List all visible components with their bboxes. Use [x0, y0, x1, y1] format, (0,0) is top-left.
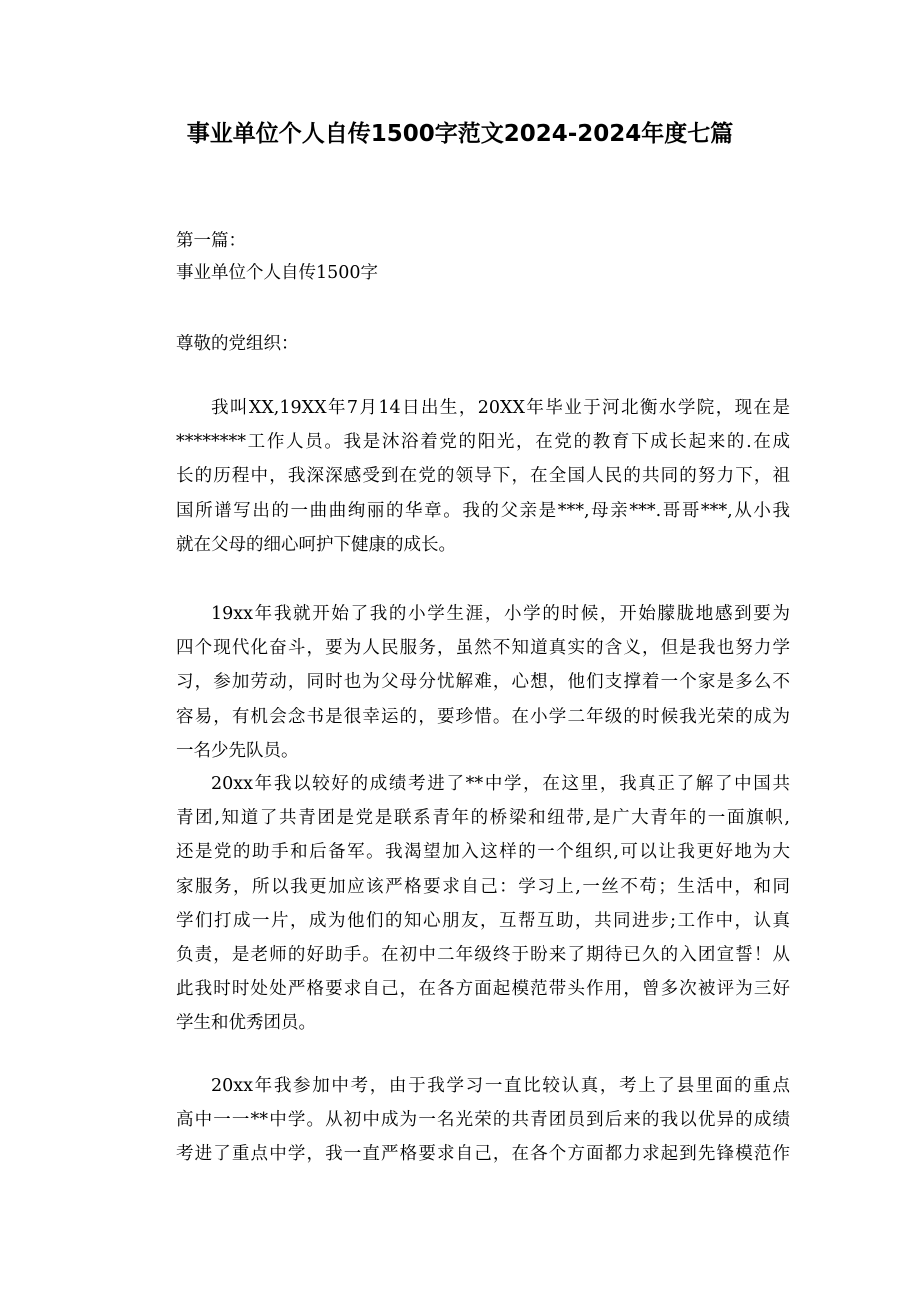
- section-title: 事业单位个人自传1500字: [176, 263, 379, 283]
- paragraph-line: 长的历程中，我深深感受到在党的领导下，在全国人民的共同的努力下，祖: [176, 466, 790, 487]
- paragraph-1: [176, 391, 790, 562]
- paragraph-line: 国所谱写出的一曲曲绚丽的华章。我的父亲是***,母亲***.哥哥***,从小我: [176, 500, 790, 521]
- paragraph-line: 19xx年我就开始了我的小学生涯，小学的时候，开始朦胧地感到要为: [211, 604, 790, 624]
- paragraph-line: 就在父母的细心呵护下健康的成长。: [176, 534, 456, 555]
- paragraph-line: 学生和优秀团员。: [176, 1013, 316, 1034]
- paragraph-line: 青团,知道了共青团是党是联系青年的桥梁和纽带,是广大青年的一面旗帜,: [176, 808, 790, 829]
- paragraph-line: 20xx年我以较好的成绩考进了**中学，在这里，我真正了解了中国共: [211, 774, 790, 794]
- paragraph-line: 四个现代化奋斗，要为人民服务，虽然不知道真实的含义，但是我也努力学: [176, 638, 790, 659]
- paragraph-4: [176, 1069, 790, 1172]
- salutation: 尊敬的党组织：: [176, 334, 299, 354]
- paragraph-line: 考进了重点中学，我一直严格要求自己，在各个方面都力求起到先锋模范作: [176, 1144, 790, 1165]
- paragraph-line: 家服务，所以我更加应该严格要求自己：学习上,一丝不苟；生活中，和同: [176, 876, 790, 897]
- paragraph-line: 我叫XX,19XX年7月14日出生，20XX年毕业于河北衡水学院，现在是: [211, 398, 790, 418]
- paragraph-line: 学们打成一片，成为他们的知心朋友，互帮互助，共同进步;工作中，认真: [176, 910, 790, 931]
- section-label: 第一篇：: [176, 231, 246, 251]
- document-title: 事业单位个人自传1500字范文2024-2024年度七篇: [186, 121, 734, 147]
- paragraph-2: [176, 597, 790, 768]
- paragraph-line: 习，参加劳动，同时也为父母分忧解难，心想，他们支撑着一个家是多么不: [176, 672, 790, 693]
- paragraph-line: 高中一一**中学。从初中成为一名光荣的共青团员到后来的我以优异的成绩: [176, 1110, 790, 1131]
- paragraph-line: 容易，有机会念书是很幸运的，要珍惜。在小学二年级的时候我光荣的成为: [176, 706, 790, 727]
- paragraph-line: 还是党的助手和后备军。我渴望加入这样的一个组织,可以让我更好地为大: [176, 842, 790, 863]
- paragraph-line: 一名少先队员。: [176, 740, 299, 761]
- paragraph-line: 20xx年我参加中考，由于我学习一直比较认真，考上了县里面的重点: [211, 1076, 790, 1096]
- paragraph-3: [176, 767, 790, 1041]
- paragraph-line: ********工作人员。我是沐浴着党的阳光，在党的教育下成长起来的.在成: [176, 432, 790, 453]
- paragraph-line: 此我时时处处严格要求自己，在各方面起模范带头作用，曾多次被评为三好: [176, 979, 790, 1000]
- paragraph-line: 负责，是老师的好助手。在初中二年级终于盼来了期待已久的入团宣誓！从: [176, 944, 790, 965]
